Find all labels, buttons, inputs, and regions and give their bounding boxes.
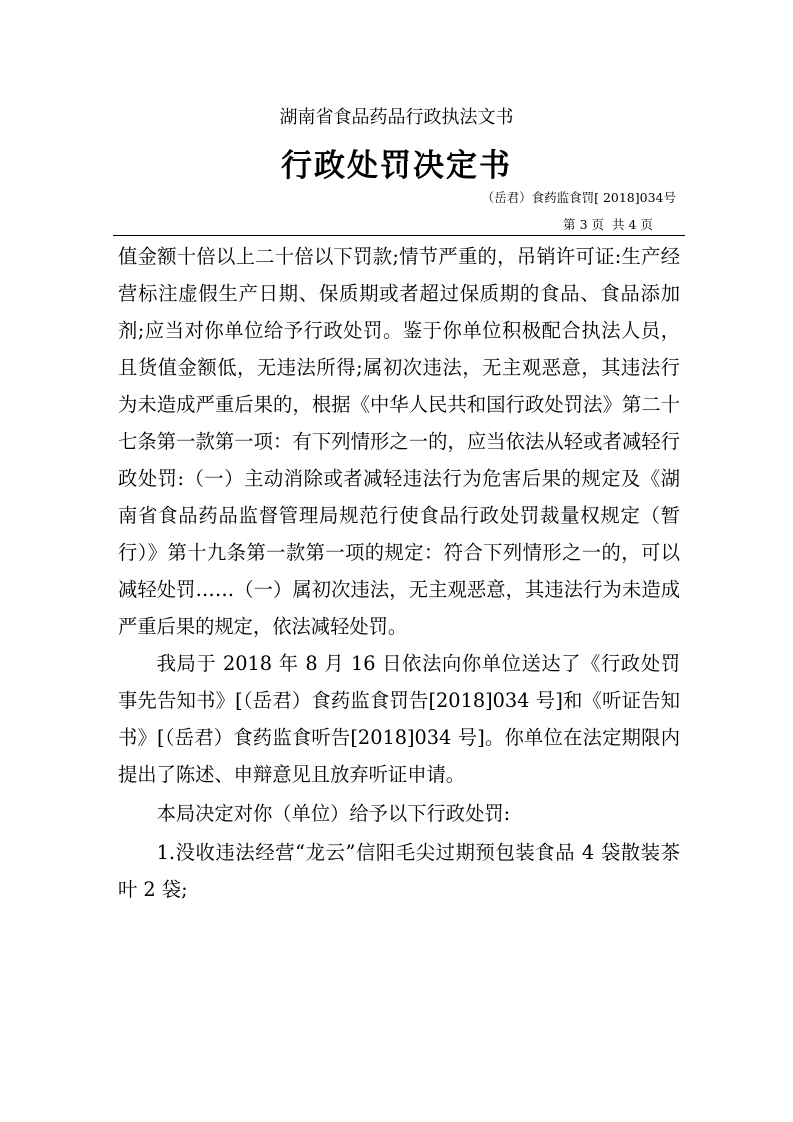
header-divider — [113, 235, 685, 236]
document-title: 行政处罚决定书 — [281, 148, 512, 184]
page-current: 3 — [579, 217, 588, 232]
document-body — [118, 238, 680, 908]
body-paragraph-continuation: 值金额十倍以上二十倍以下罚款;情节严重的，吊销许可证:生产经营标注虚假生产日期、保质期或者超过保质期的食品、食品添加剂;应当对你单位给予行政处罚。鉴于你单位积极配合执法人员，且货值金额低，无违法所得;属初次违法，无主观恶意，其违法行为未造成严重后果的，根据《中华人民共和国行政处罚法》第二十七条第一款第一项：有下列情形之一的，应当依法从轻或者减轻行政处罚:（一）主动消除或者减轻违法行为危害后果的规定及《湖南省食品药品监督管理局规范行使食品行政处罚裁量权规定（暂行）》第十九条第一款第一项的规定：符合下列情形之一的，可以减轻处罚……（一）属初次违法，无主观恶意，其违法行为未造成严重后果的规定，依法减轻处罚。 — [118, 245, 680, 638]
issuing-authority: 湖南省食品药品行政执法文书 — [279, 107, 514, 128]
body-paragraph-penalty-item: 1.没收违法经营“龙云”信阳毛尖过期预包装食品 4 袋散装茶叶 2 袋; — [118, 841, 680, 901]
body-paragraph-decision: 本局决定对你（单位）给予以下行政处罚: — [156, 802, 511, 825]
page-total: 4 — [628, 217, 637, 232]
document-number: （岳君）食药监食罚[ 2018]034号 — [481, 190, 676, 205]
body-paragraph-notice: 我局于 2018 年 8 月 16 日依法向你单位送达了《行政处罚事先告知书》[（岳君）食药监食罚告[2018]034 号]和《听证告知书》[（岳君）食药监食听告[2018]034 号]。你单位在法定期限内提出了陈述、申辩意见且放弃听证申请。 — [118, 652, 680, 786]
page-indicator — [561, 215, 655, 233]
page-label-suffix: 页 — [640, 217, 653, 232]
page-label-mid: 页 — [591, 217, 605, 232]
page-total-prefix: 共 — [612, 217, 625, 232]
page-label-prefix: 第 — [563, 217, 576, 232]
